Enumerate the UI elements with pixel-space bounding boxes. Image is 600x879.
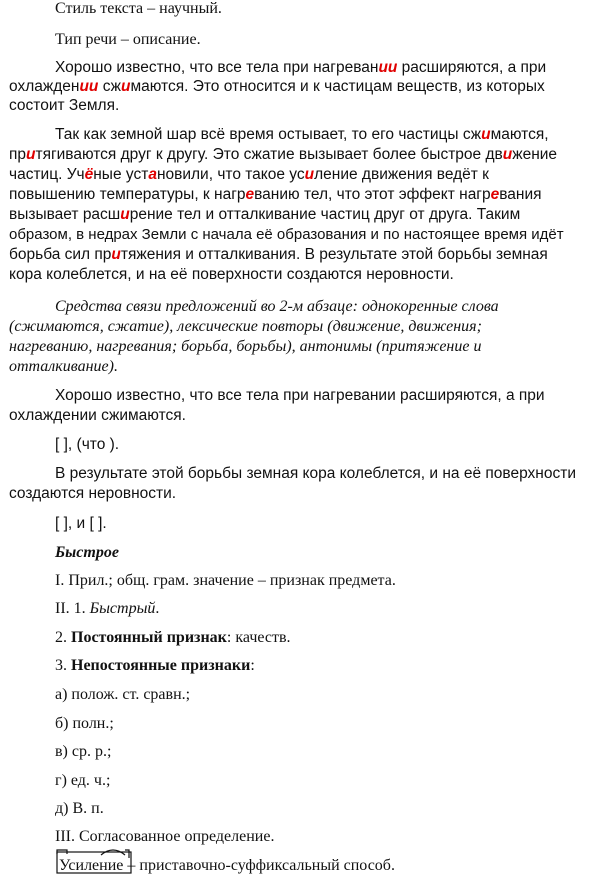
feature-a: а) полож. ст. сравн.; bbox=[55, 686, 191, 703]
feature-b: б) полн.; bbox=[55, 715, 114, 732]
connection-means-line-3: нагреванию, нагревания; борьба, борьбы), антонимы (притяжение и bbox=[9, 338, 482, 355]
sentence-1-scheme: [ ], (что ). bbox=[55, 436, 120, 453]
feature-g: г) ед. ч.; bbox=[55, 772, 111, 789]
paragraph-1-line-1: Хорошо известно, что все тела при нагревании расширяются, а при bbox=[55, 59, 547, 76]
sentence-2-line-1: В результате этой борьбы земная кора колеблется, и на её поверхности bbox=[55, 465, 576, 482]
paragraph-2-line-4: повышению температуры, к нагреванию тел, что этот эффект нагревания bbox=[9, 186, 542, 203]
feature-d: д) В. п. bbox=[55, 800, 104, 817]
paragraph-2-line-5: вызывает расширение тел и отталкивание частиц друг от друга. Таким bbox=[9, 206, 521, 223]
analysis-part-1: I. Прил.; общ. грам. значение – признак предмета. bbox=[55, 572, 396, 589]
analysis-constant-features: 2. Постоянный признак: качеств. bbox=[55, 629, 291, 646]
paragraph-1-line-2: охлаждении сжимаются. Это относится и к частицам веществ, из которых bbox=[9, 78, 545, 95]
morpheme-marks-icon bbox=[55, 851, 135, 877]
analysis-part-2-initial-form: II. 1. Быстрый. bbox=[55, 600, 160, 617]
sentence-2-scheme: [ ], и [ ]. bbox=[55, 515, 107, 532]
paragraph-2-line-6: образом, в недрах Земли с начала её образования и по настоящее время идёт bbox=[9, 226, 564, 243]
paragraph-2-line-8: кора колеблется, и на её поверхности создаются неровности. bbox=[9, 266, 454, 283]
text-style-line: Стиль текста – научный. bbox=[55, 0, 222, 17]
connection-means-line-2: (сжимаются, сжатие), лексические повторы (движение, движения; bbox=[9, 318, 482, 335]
analysis-part-3: III. Согласованное определение. bbox=[55, 828, 275, 845]
paragraph-2-line-2: притягиваются друг к другу. Это сжатие вызывает более быстрое движение bbox=[9, 146, 558, 163]
sentence-2-line-2: создаются неровности. bbox=[9, 485, 177, 502]
feature-v: в) ср. р.; bbox=[55, 743, 112, 760]
analysis-variable-features: 3. Непостоянные признаки: bbox=[55, 657, 255, 674]
analysis-word-title: Быстрое bbox=[55, 544, 119, 561]
word-formation-line: Усиление – приставочно-суффиксальный способ. bbox=[59, 857, 600, 875]
paragraph-1-line-3: состоит Земля. bbox=[9, 97, 120, 114]
connection-means-line-1: Средства связи предложений во 2-м абзаце: однокоренные слова bbox=[55, 298, 499, 315]
paragraph-2-line-1: Так как земной шар всё время остывает, то его частицы сжимаются, bbox=[55, 126, 549, 143]
paragraph-2-line-7: борьба сил притяжения и отталкивания. В результате этой борьбы земная bbox=[9, 246, 548, 263]
connection-means-line-4: отталкивание). bbox=[9, 358, 118, 375]
paragraph-2-line-3: частиц. Учёные установили, что такое усиление движения ведёт к bbox=[9, 166, 489, 183]
morpheme-marked-word: Усиление bbox=[59, 857, 123, 875]
sentence-1-line-1: Хорошо известно, что все тела при нагревании расширяются, а при bbox=[55, 387, 545, 404]
speech-type-line: Тип речи – описание. bbox=[55, 31, 201, 48]
sentence-1-line-2: охлаждении сжимаются. bbox=[9, 407, 186, 424]
